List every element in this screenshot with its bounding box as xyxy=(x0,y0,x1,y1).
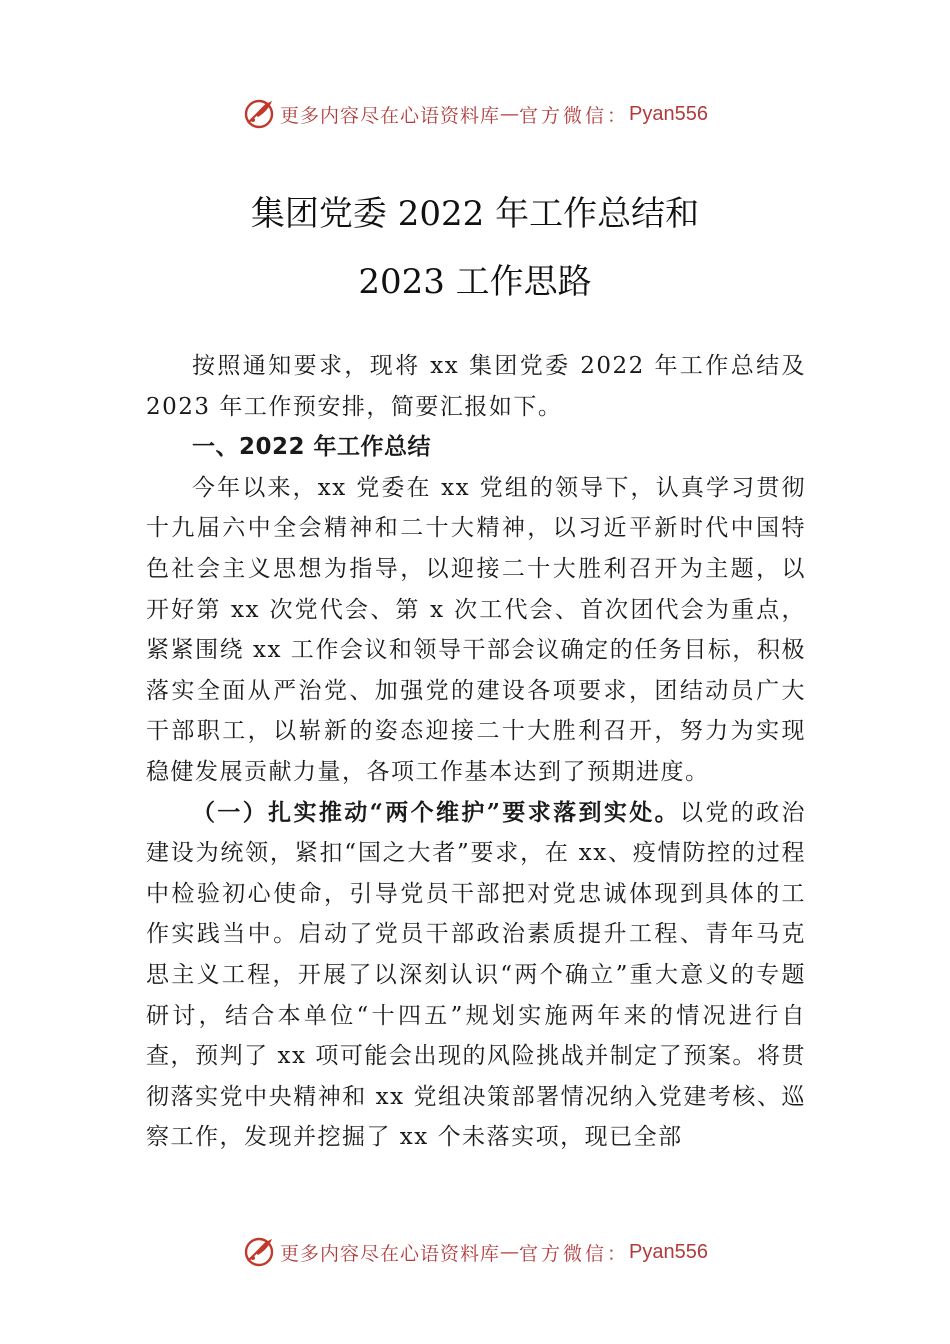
subsection-lead: （一）扎实推动“两个维护”要求落到实处。 xyxy=(192,798,680,826)
document-title-line2: 2023 工作思路 xyxy=(358,262,592,302)
intro-paragraph: 按照通知要求，现将 xx 集团党委 2022 年工作总结及2023 年工作预安排，简要汇报如下。 xyxy=(146,353,806,420)
section-heading: 一、2022 年工作总结 xyxy=(192,434,432,461)
watermark-banner-bottom xyxy=(0,1232,950,1272)
watermark-text: 更多内容尽在心语资料库 xyxy=(280,1242,501,1265)
watermark-separator: — xyxy=(500,1241,520,1263)
quill-seal-icon xyxy=(242,97,276,131)
subsection-paragraph xyxy=(146,793,806,1158)
watermark-wechat-id: Pyan556 xyxy=(629,102,708,125)
watermark-separator: — xyxy=(500,103,520,125)
document-title-line1: 集团党委 2022 年工作总结和 xyxy=(250,194,700,234)
watermark-wechat-id: Pyan556 xyxy=(629,1240,708,1263)
quill-seal-icon xyxy=(242,1235,276,1269)
document-body xyxy=(146,346,806,1158)
watermark-text: 更多内容尽在心语资料库 xyxy=(280,104,501,127)
watermark-wechat-label: 官方微信： xyxy=(519,104,630,127)
watermark-banner-top xyxy=(0,94,950,134)
watermark-wechat-label: 官方微信： xyxy=(519,1242,630,1265)
subsection-body: 以党的政治建设为统领，紧扣“国之大者”要求，在 xx、疫情防控的过程中检验初心使命，引导党员干部把对党忠诚体现到具体的工作实践当中。启动了党员干部政治素质提升工程、青年马克思主义工程，开展了以深刻认识“两个确立”重大意义的专题研讨，结合本单位“十四五”规划实施两年来的情况进行自查，预判了 xx 项可能会出现的风险挑战并制定了预案。将贯彻落实党中央精神和 xx 党组决策部署情况纳入党建考核、巡察工作，发现并挖掘了 xx 个未落实项，现已全部 xyxy=(146,799,807,1151)
section-paragraph: 今年以来，xx 党委在 xx 党组的领导下，认真学习贯彻十九届六中全会精神和二十大精神，以习近平新时代中国特色社会主义思想为指导，以迎接二十大胜利召开为主题，以开好第 xx 次党代会、第 x 次工代会、首次团代会为重点，紧紧围绕 xx 工作会议和领导干部会议确定的任务目标，积极落实全面从严治党、加强党的建设各项要求，团结动员广大干部职工，以崭新的姿态迎接二十大胜利召开，努力为实现稳健发展贡献力量，各项工作基本达到了预期进度。 xyxy=(146,474,806,785)
